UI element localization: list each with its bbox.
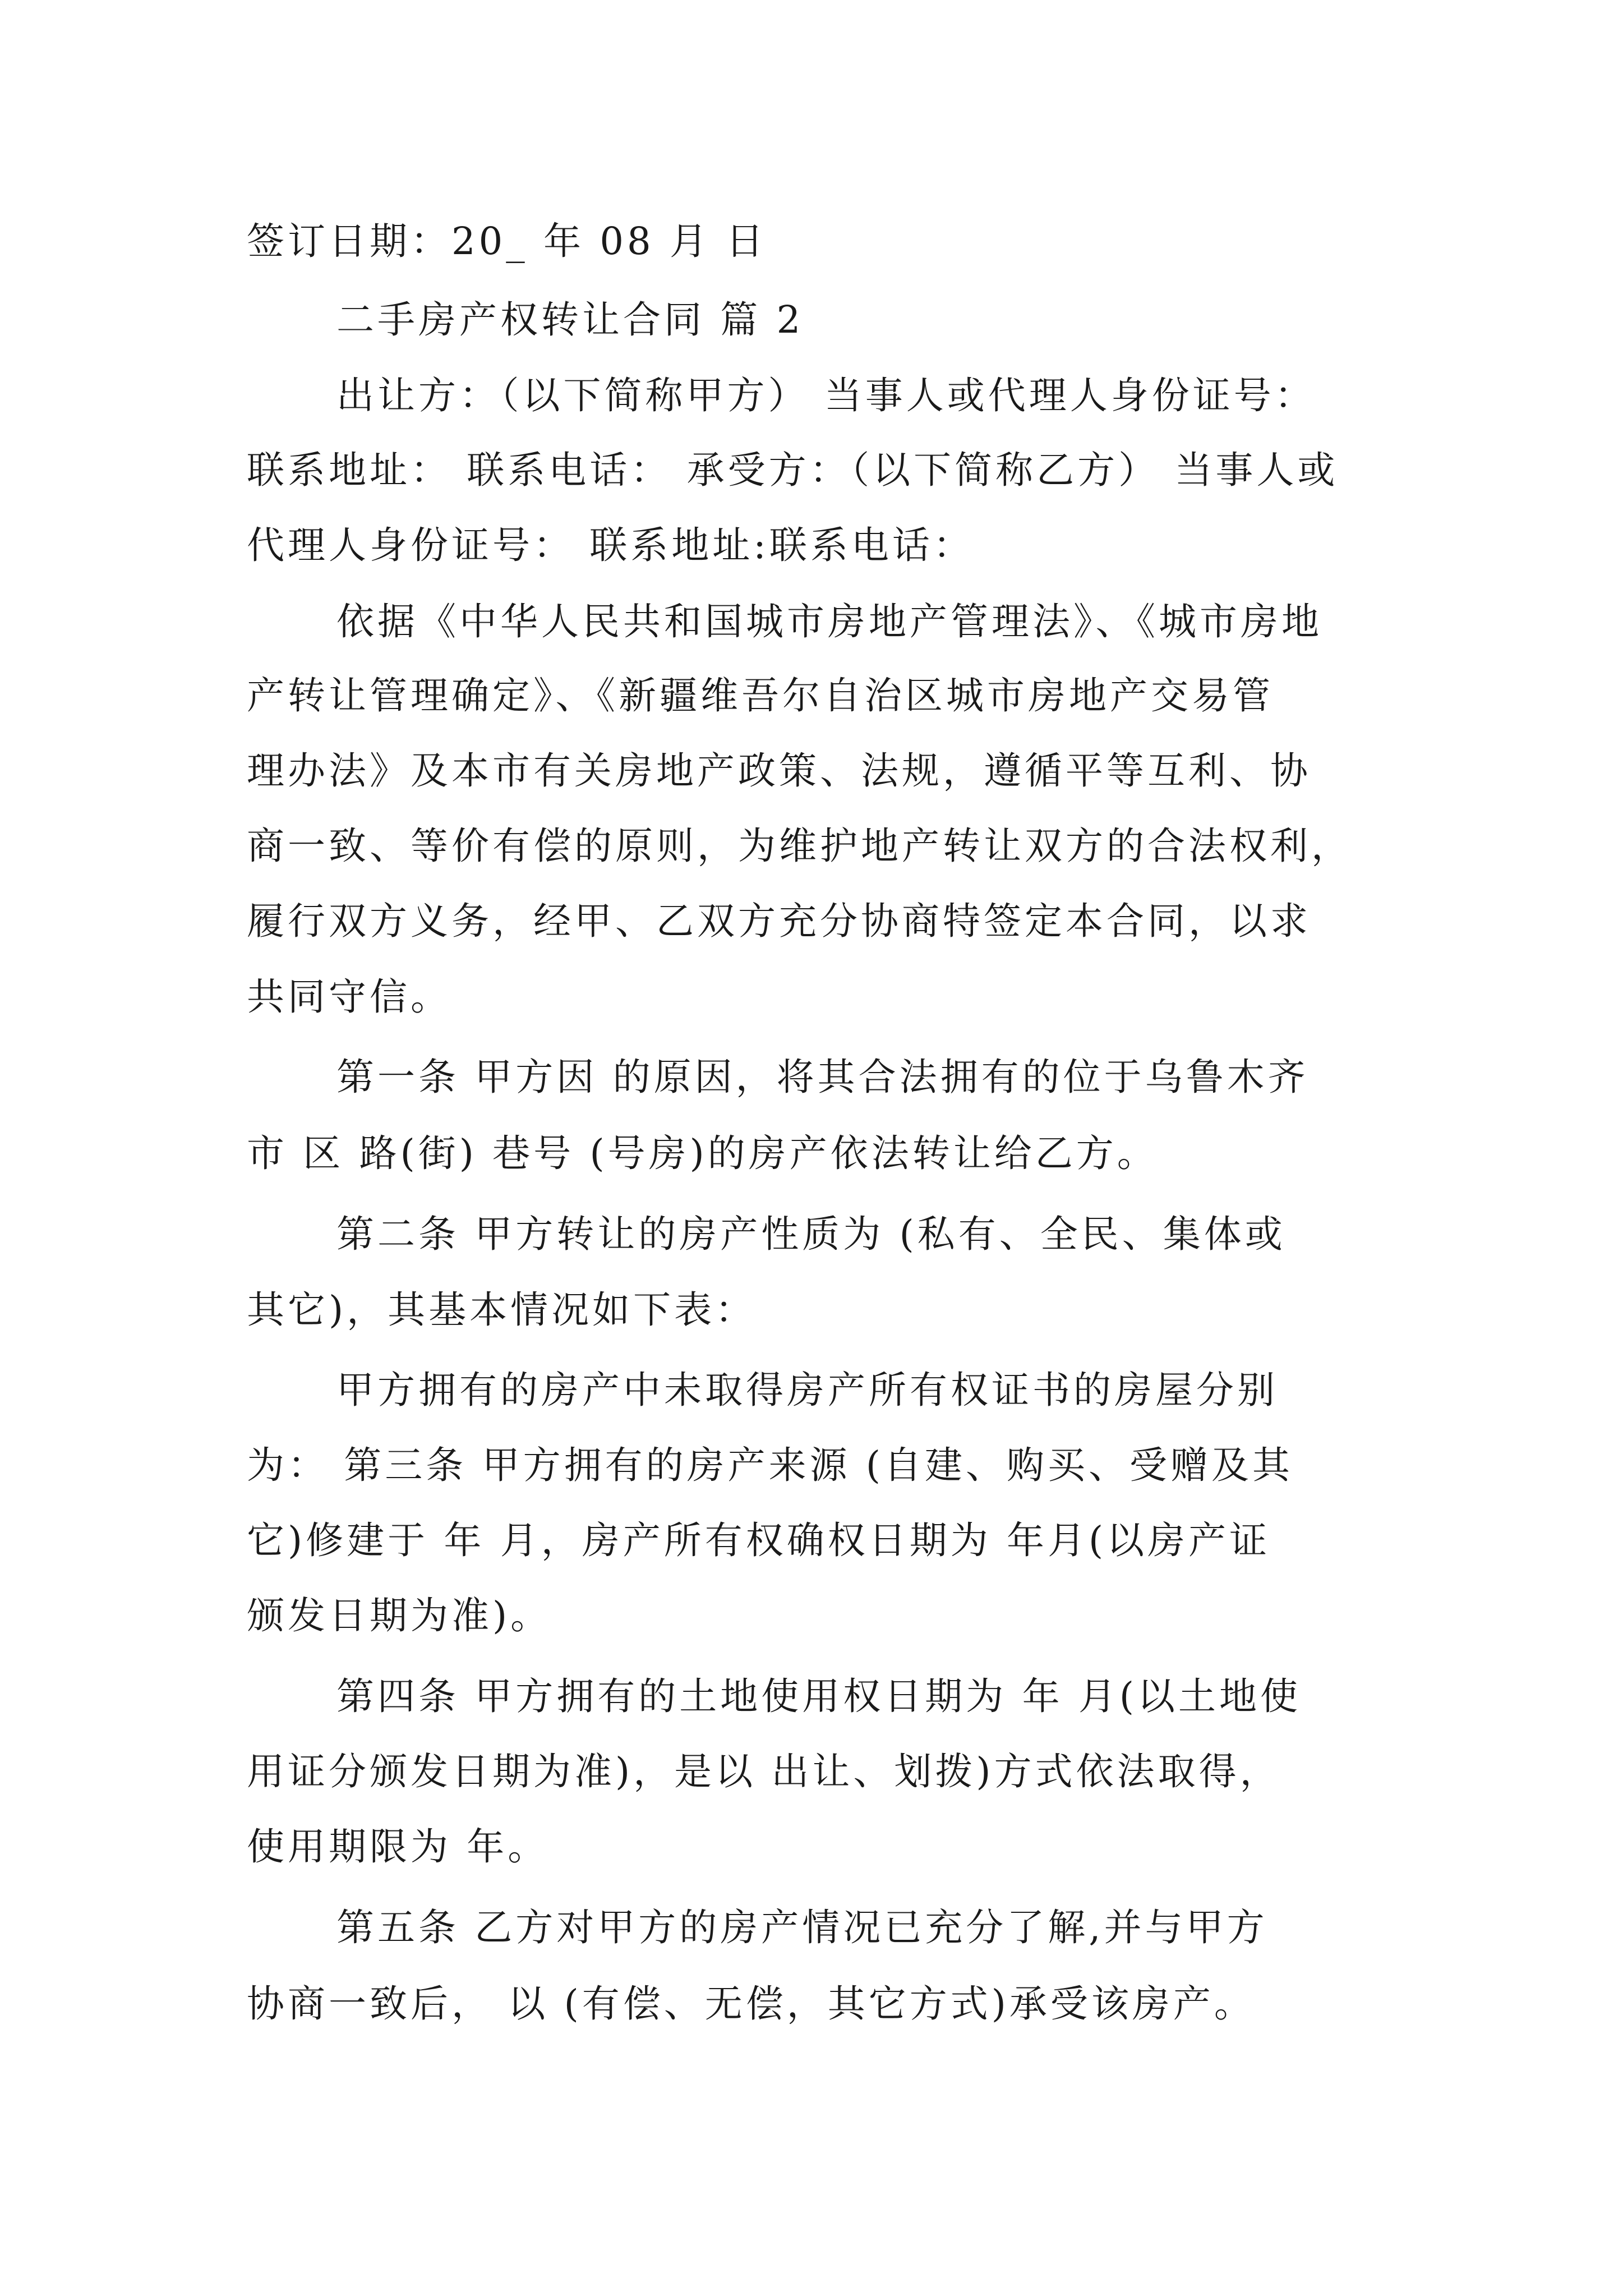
article-5-line: 第五条 乙方对甲方的房产情况已充分了解,并与甲方 [336,1906,1268,1949]
paragraph-line: 商一致、等价有偿的原则，为维护地产转让双方的合法权利， [247,824,1352,868]
article-5-line: 协商一致后， 以 (有偿、无偿，其它方式)承受该房产。 [247,1982,1255,2026]
paragraph-line: 履行双方义务，经甲、乙双方充分协商特签定本合同，以求 [247,899,1311,943]
paragraph-line: 甲方拥有的房产中未取得房产所有权证书的房屋分别 [336,1368,1278,1412]
paragraph-line: 理办法》及本市有关房地产政策、法规，遵循平等互利、协 [247,749,1311,793]
article-3-line: 它)修建于 年 月，房产所有权确权日期为 年月(以房产证 [247,1519,1271,1562]
article-1-line: 第一条 甲方因 的原因，将其合法拥有的位于乌鲁木齐 [336,1055,1309,1099]
article-2-line: 第二条 甲方转让的房产性质为 (私有、全民、集体或 [336,1212,1286,1256]
signing-date-line: 签订日期：20_ 年 08 月 日 [247,219,767,263]
paragraph-line: 代理人身份证号： 联系地址:联系电话： [247,523,974,567]
paragraph-line: 依据《中华人民共和国城市房地产管理法》、《城市房地 [336,600,1322,643]
article-2-line: 其它)，其基本情况如下表： [247,1288,757,1332]
article-4-line: 使用期限为 年。 [247,1825,549,1869]
paragraph-line: 共同守信。 [247,975,451,1019]
section-heading: 二手房产权转让合同 篇 2 [336,298,804,342]
paragraph-line: 产转让管理确定》、《新疆维吾尔自治区城市房地产交易管 [247,674,1274,717]
article-4-line: 用证分颁发日期为准)，是以 出让、划拨)方式依法取得， [247,1750,1281,1793]
paragraph-line: 联系地址： 联系电话： 承受方：（以下简称乙方） 当事人或 [247,448,1339,492]
article-3-line: 为： 第三条 甲方拥有的房产来源 (自建、购买、受赠及其 [247,1443,1294,1487]
article-4-line: 第四条 甲方拥有的土地使用权日期为 年 月(以土地使 [336,1674,1302,1718]
article-1-line: 市 区 路(街) 巷号 (号房)的房产依法转让给乙方。 [247,1131,1158,1175]
article-3-line: 颁发日期为准)。 [247,1594,552,1637]
paragraph-line: 出让方：（以下简称甲方） 当事人或代理人身份证号： [336,374,1316,417]
